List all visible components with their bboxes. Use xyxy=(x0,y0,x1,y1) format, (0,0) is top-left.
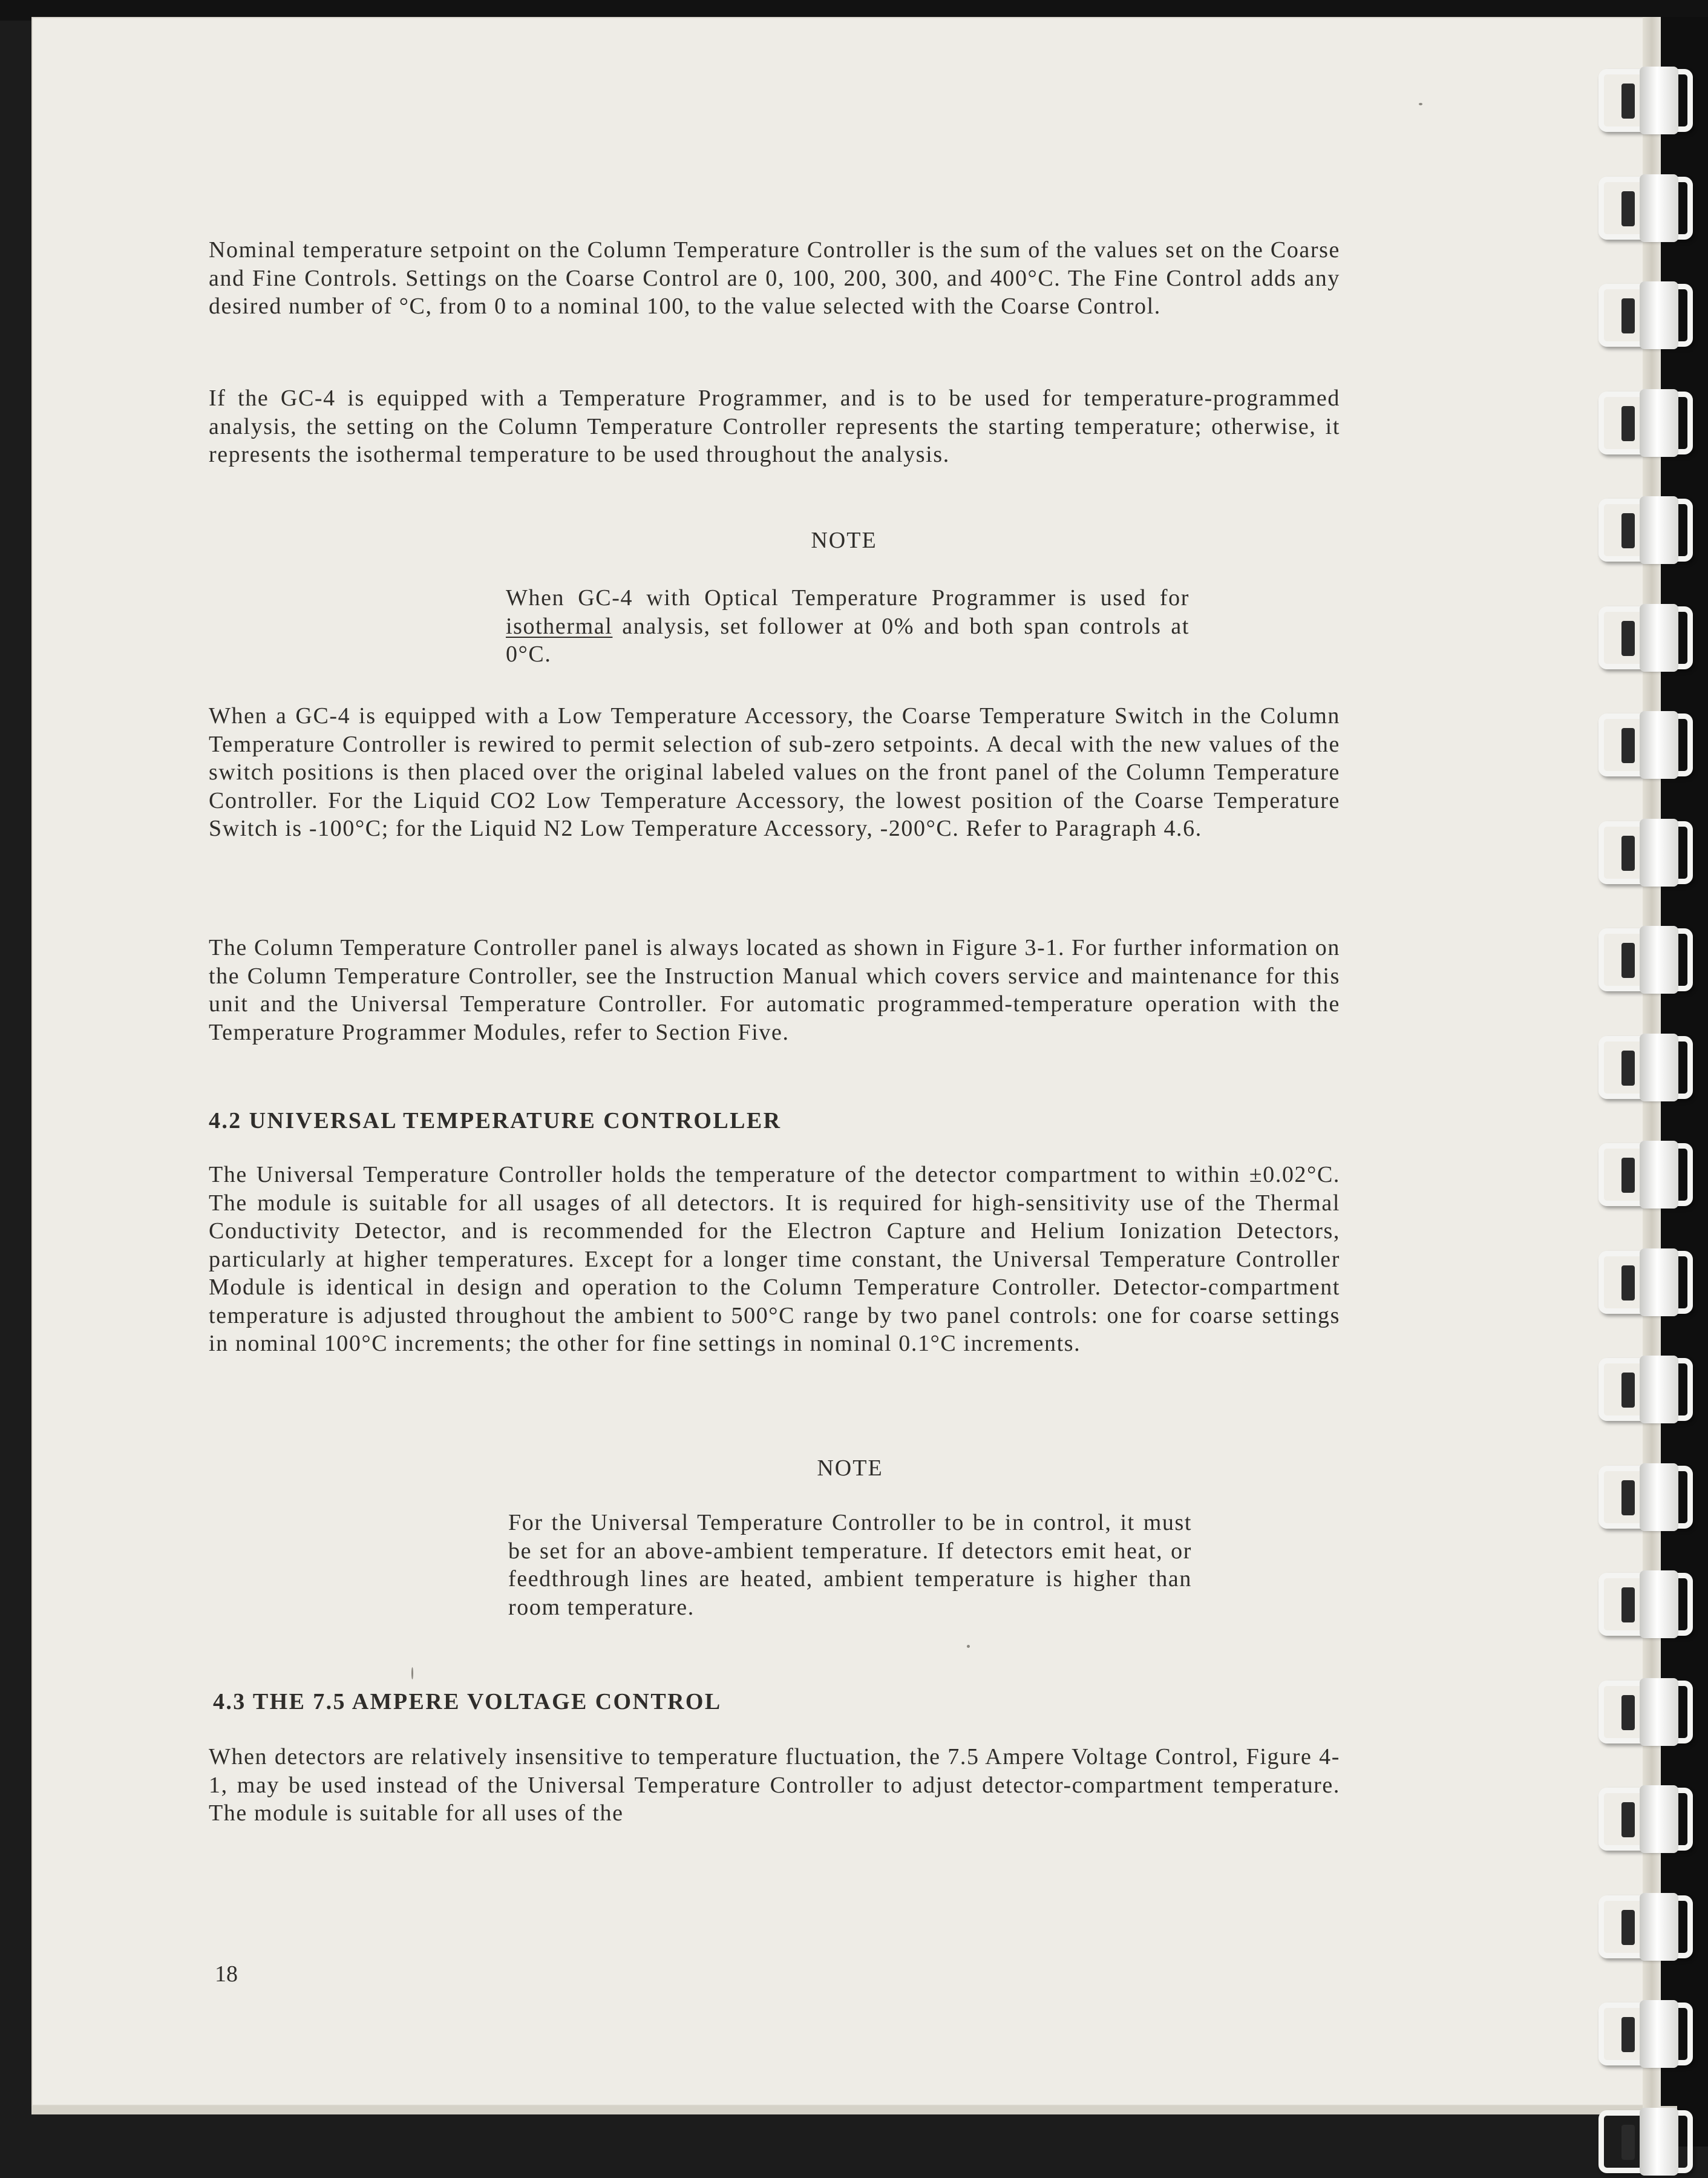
binding-ring xyxy=(1597,1892,1700,1963)
binding-ring-bar xyxy=(1640,1678,1678,1746)
note-title: NOTE xyxy=(811,528,877,553)
binding-hole xyxy=(1621,1480,1635,1515)
binding-ring-bar xyxy=(1640,711,1678,779)
binding-hole xyxy=(1621,1265,1635,1301)
note-body xyxy=(506,584,1189,669)
paragraph-temperature-programmer: If the GC-4 is equipped with a Temperature Programmer, and is to be used for temperature-programmed analysis, the setting on the Column Temperature Controller represents the starting temperature; otherwise, it represents the isothermal temperature to be used throughout the analysis. xyxy=(209,385,1340,467)
binding-ring xyxy=(1597,173,1700,244)
binding-hole xyxy=(1621,1695,1635,1730)
binding-ring-bar xyxy=(1640,1356,1678,1423)
binding-ring-bar xyxy=(1640,2108,1678,2176)
binding-ring xyxy=(1597,1999,1700,2070)
binding-ring xyxy=(1597,495,1700,566)
binding-ring-bar xyxy=(1640,496,1678,564)
binding-hole xyxy=(1621,513,1635,548)
binding-ring-bar xyxy=(1640,174,1678,242)
binding-hole xyxy=(1621,836,1635,871)
binding-ring xyxy=(1597,1462,1700,1533)
binding-hole xyxy=(1621,2017,1635,2052)
binding-hole xyxy=(1621,728,1635,763)
binding-hole xyxy=(1621,2125,1635,2160)
paragraph-setpoint: Nominal temperature setpoint on the Column Temperature Controller is the sum of the values set on the Coarse and Fine Controls. Settings on the Coarse Control are 0, 100, 200, 300, and 400°C. The Fine Control adds any desired number of °C, from 0 to a nominal 100, to the value selected with the Coarse Control. xyxy=(209,237,1340,319)
binding-ring-bar xyxy=(1640,2000,1678,2068)
binding-ring xyxy=(1597,65,1700,137)
binding-hole xyxy=(1621,406,1635,441)
binding-ring-bar xyxy=(1640,604,1678,672)
binding-ring xyxy=(1597,388,1700,459)
binding-hole xyxy=(1621,943,1635,978)
binding-ring-bar xyxy=(1640,281,1678,349)
binding-hole xyxy=(1621,1373,1635,1408)
binding-ring xyxy=(1597,925,1700,996)
binding-hole xyxy=(1621,84,1635,119)
binding-ring-bar xyxy=(1640,926,1678,994)
binding-ring-bar xyxy=(1640,1570,1678,1638)
binding-ring xyxy=(1597,1247,1700,1319)
note-text: When GC-4 with Optical Temperature Programmer is used for xyxy=(506,585,1189,611)
binding-hole xyxy=(1621,1051,1635,1086)
binding-ring-bar xyxy=(1640,67,1678,134)
paper-speck xyxy=(967,1645,970,1648)
binding-ring-bar xyxy=(1640,1141,1678,1209)
note-title: NOTE xyxy=(817,1455,883,1481)
binding-ring-bar xyxy=(1640,1893,1678,1961)
binding-ring xyxy=(1597,1677,1700,1748)
binding-ring xyxy=(1597,2107,1700,2178)
binding-ring xyxy=(1597,1032,1700,1104)
binding-ring xyxy=(1597,280,1700,352)
binding-ring xyxy=(1597,1140,1700,1211)
binding-ring-bar xyxy=(1640,1785,1678,1853)
binding-ring xyxy=(1597,1569,1700,1641)
binding-ring xyxy=(1597,1354,1700,1426)
section-heading-4-2: 4.2 UNIVERSAL TEMPERATURE CONTROLLER xyxy=(209,1108,782,1133)
binding-ring-bar xyxy=(1640,389,1678,457)
binding-hole xyxy=(1621,1158,1635,1193)
binding-ring xyxy=(1597,818,1700,889)
binding-ring-bar xyxy=(1640,1034,1678,1101)
binding-hole xyxy=(1621,621,1635,656)
paper-speck xyxy=(1419,103,1422,105)
binding-ring xyxy=(1597,1784,1700,1855)
binding-ring-bar xyxy=(1640,1248,1678,1316)
paragraph-low-temperature-accessory: When a GC-4 is equipped with a Low Temperature Accessory, the Coarse Temperature Switch in the Column Temperature Controller is rewired to permit selection of sub-zero setpoints. A decal with the new values of the switch positions is then placed over the original labeled values on the front panel of the Column Temperature Controller. For the Liquid CO2 Low Temperature Accessory, the lowest position of the Coarse Temperature Switch is -100°C; for the Liquid N2 Low Temperature Accessory, -200°C. Refer to Paragraph 4.6. xyxy=(209,703,1340,841)
underlined-word: isothermal xyxy=(506,613,613,639)
binding-hole xyxy=(1621,1910,1635,1945)
note-body: For the Universal Temperature Controller to be in control, it must be set for an above-ambient temperature. If detectors emit heat, or feedthrough lines are heated, ambient temperature is higher than room temperature. xyxy=(508,1510,1192,1620)
paragraph-controller-panel: The Column Temperature Controller panel is always located as shown in Figure 3-1. For further information on the Column Temperature Controller, see the Instruction Manual which covers service and maintenance for this unit and the Universal Temperature Controller. For automatic programmed-temperature operation with the Temperature Programmer Modules, refer to Section Five. xyxy=(209,935,1340,1045)
binding-ring xyxy=(1597,710,1700,781)
page-edge xyxy=(31,2106,1677,2114)
page-number: 18 xyxy=(215,1961,238,1987)
binding-ring-bar xyxy=(1640,1463,1678,1531)
paragraph-universal-controller: The Universal Temperature Controller holds the temperature of the detector compartment to within ±0.02°C. The module is suitable for all usages of all detectors. It is required for high-sensitivity use of the Thermal Conductivity Detector, and is recommended for the Electron Capture and Helium Ionization Detectors, particularly at higher temperatures. Except for a longer time constant, the Universal Temperature Controller Module is identical in design and operation to the Column Temperature Controller. Detector-compartment temperature is adjusted throughout the ambient to 500°C range by two panel controls: one for coarse settings in nominal 100°C increments; the other for fine settings in nominal 0.1°C increments. xyxy=(209,1162,1340,1356)
binding-hole xyxy=(1621,1587,1635,1622)
binding-ring xyxy=(1597,603,1700,674)
binding-hole xyxy=(1621,298,1635,333)
binding-ring-bar xyxy=(1640,819,1678,887)
section-heading-4-3: 4.3 THE 7.5 AMPERE VOLTAGE CONTROL xyxy=(213,1689,722,1714)
binding-hole xyxy=(1621,1802,1635,1837)
paper-speck xyxy=(411,1667,413,1679)
binding-hole xyxy=(1621,191,1635,226)
note-text: analysis, set follower at 0% and both span controls at 0°C. xyxy=(506,613,1189,667)
paragraph-voltage-control: When detectors are relatively insensitive to temperature fluctuation, the 7.5 Ampere Voltage Control, Figure 4-1, may be used instead of the Universal Temperature Controller to adjust detector-compartment temperature. The module is suitable for all uses of the xyxy=(209,1744,1340,1826)
